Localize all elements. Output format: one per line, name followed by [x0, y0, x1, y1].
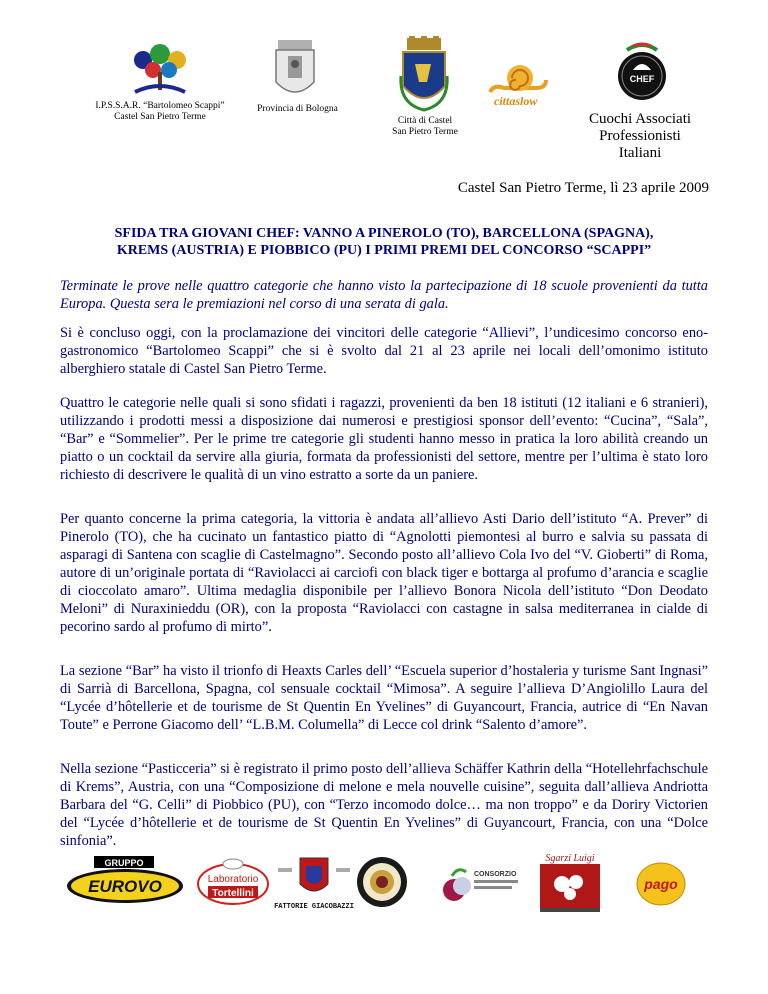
- sponsor-seal: [356, 856, 408, 908]
- cuochi-line3: Italiani: [618, 145, 662, 161]
- citta-crest: [397, 36, 451, 114]
- snail-icon: [484, 62, 554, 108]
- seal-icon: [356, 856, 408, 908]
- sgarzi-logo-icon: [530, 850, 610, 914]
- istituto-caption-line1: I.P.S.S.A.R. “Bartolomeo Scappi”: [95, 101, 225, 111]
- istituto-logo: [115, 42, 205, 100]
- istituto-logo-icon: [115, 42, 205, 100]
- eurovo-top-label: GRUPPO: [104, 858, 144, 868]
- chef-badge-icon: [611, 40, 673, 102]
- sponsor-sgarzi: [530, 850, 610, 914]
- chef-badge-text: CHEF: [629, 74, 655, 84]
- title-line2: KREMS (AUSTRIA) E PIOBBICO (PU) I PRIMI PREMI DEL CONCORSO “SCAPPI”: [116, 243, 652, 258]
- paragraph-5: Nella sezione “Pasticceria” si è registrato il primo posto dell’allieva Schäffer Kathrin della “Hotellehrfachschule di Krems”, Austria, con una “Composizione di melone e mela nouvelle cuisine”, seguita dall’allieva Andriotta Barbara del “G. Celli” di Piobbico (PU), con “Terzo incomodo dolce… ma non troppo” e da Doriry Victorien del “Lycée d’hôtellerie et de tourisme de St Quentin En Yvelines” di Guyancourt, Francia, con una “Dolce sinfonia”.: [60, 761, 708, 849]
- sgarzi-label: Sgarzi Luigi: [545, 853, 595, 864]
- tortellini-logo-icon: [196, 858, 270, 906]
- eurovo-logo-icon: [66, 856, 184, 904]
- sponsor-tortellini: [196, 858, 270, 906]
- consorzio-label: CONSORZIO: [474, 871, 517, 878]
- citta-caption-line2: San Pietro Terme: [392, 127, 458, 137]
- citta-caption: [375, 116, 475, 138]
- cuochi-line2: Professionisti: [599, 128, 681, 144]
- tortellini-main-label: Tortellini: [212, 888, 254, 899]
- date-line: Castel San Pietro Terme, lì 23 aprile 2009: [457, 180, 709, 196]
- pago-logo-icon: [636, 862, 686, 906]
- subtitle: Terminate le prove nelle quattro categorie che hanno visto la partecipazione di 18 scuole provenienti da tutta Europa. Questa sera le premiazioni nel corso di una serata di gala.: [60, 278, 708, 312]
- paragraph-2: Quattro le categorie nelle quali si sono sfidati i ragazzi, provenienti da ben 18 istituti (12 italiani e 6 stranieri), utilizzando i prodotti messi a disposizione dai numerosi e prestigiosi sponsor dell’evento: “Cucina”, “Sala”, “Bar” e “Sommelier”. Per le prime tre categorie gli studenti hanno messo in pratica la loro abilità creando un piatto o un cocktail da servire alla giuria, formata da professionisti del settore, mentre per l’ultima è stato loro richiesto di descrivere le qualità di un vino estratto a sorte da un paniere.: [60, 395, 708, 483]
- cittaslow-text: cittaslow: [494, 94, 538, 108]
- istituto-caption-line2: Castel San Pietro Terme: [114, 112, 206, 122]
- sponsor-eurovo: [66, 856, 184, 904]
- paragraph-1: Si è concluso oggi, con la proclamazione dei vincitori delle categorie “Allievi”, l’undicesimo concorso eno-gastronomico “Bartolomeo Scappi” che si è svolto dal 21 al 23 aprile nei locali dell’omonimo istituto alberghiero statale di Castel San Pietro Terme.: [60, 325, 708, 377]
- citta-caption-line1: Città di Castel: [397, 116, 453, 126]
- cuochi-line1: Cuochi Associati: [588, 111, 692, 127]
- cittaslow-logo: [484, 62, 554, 108]
- consorzio-logo-icon: [440, 862, 522, 906]
- tortellini-top-label: Laboratorio: [207, 874, 259, 885]
- sponsor-giacobazzi: [274, 854, 354, 910]
- citta-crest-icon: [397, 36, 451, 114]
- chef-badge: [611, 40, 673, 102]
- provincia-caption: [250, 104, 345, 115]
- provincia-crest-icon: [270, 38, 320, 104]
- pago-label: pago: [644, 876, 678, 892]
- paragraph-4: La sezione “Bar” ha visto il trionfo di Heaxts Carles dell’ “Escuela superior d’hostaleria y turisme Sant Ingnasi” di Sarrià di Barcellona, Spagna, col sensuale cocktail “Mimosa”. A seguire l’allieva D’Angiolillo Laura del “Lycée d’hôtellerie et de tourisme de St Quentin En Yvelines” di Guyancourt, Francia, autrice di “En Navan Toute” e Perrone Giacomo dell’ “L.B.M. Columella” di Lecce col drink “Salento d’amore”.: [60, 663, 708, 733]
- provincia-crest: [270, 38, 320, 104]
- sponsor-pago: [636, 862, 686, 906]
- eurovo-main-label: EUROVO: [88, 877, 162, 896]
- giacobazzi-label: FATTORIE GIACOBAZZI: [274, 903, 354, 910]
- page-title: [60, 225, 708, 259]
- cuochi-caption: [565, 111, 715, 162]
- giacobazzi-crest-icon: [274, 854, 354, 910]
- provincia-caption-line1: Provincia di Bologna: [257, 104, 338, 114]
- title-line1: SFIDA TRA GIOVANI CHEF: VANNO A PINEROLO (TO), BARCELLONA (SPAGNA),: [114, 226, 654, 241]
- istituto-caption: [80, 101, 240, 123]
- sponsor-consorzio: [440, 862, 522, 906]
- paragraph-3: Per quanto concerne la prima categoria, la vittoria è andata all’allievo Asti Dario dell’istituto “A. Prever” di Pinerolo (TO), che ha cucinato un fantastico piatto di “Agnolotti piemontesi al burro e salvia su passata di asparagi di Santena con scaglie di Castelmagno”. Secondo posto all’allievo Cola Ivo del “V. Gioberti” di Roma, autore di un’originale portata di “Raviolacci ai carciofi con black tiger e bottarga al profumo d’arancia e scaglie di cioccolato amaro”. Ultima medaglia disponibile per l’allievo Bonora Nicola dell’istituto “Don Deodato Meloni” di Nuraxinieddu (OR), con la proposta “Raviolacci con castagne in salsa mediterranea in cialde di pecorino sardo al profumo di mirto”.: [60, 511, 708, 635]
